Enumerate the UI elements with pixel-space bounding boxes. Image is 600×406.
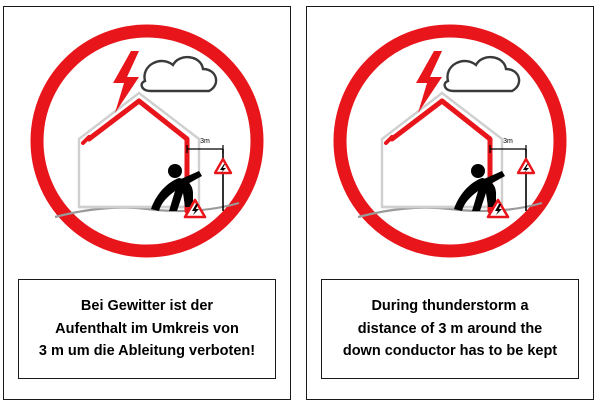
- caption-box-german: [18, 279, 276, 379]
- sign-panel-german: [3, 6, 291, 400]
- caption-line-1: Bei Gewitter ist der: [80, 298, 214, 315]
- pictogram-german: [27, 21, 267, 261]
- pictogram-english: [330, 21, 570, 261]
- distance-label-3m: 3m: [503, 138, 513, 145]
- caption-box-english: [321, 279, 579, 379]
- distance-label-3m: 3m: [200, 138, 210, 145]
- caption-line-1: During thunderstorm a: [371, 298, 529, 315]
- caption-line-2: Aufenthalt im Umkreis von: [55, 320, 239, 337]
- sign-panel-english: [306, 6, 594, 400]
- caption-line-3: down conductor has to be kept: [342, 343, 558, 360]
- caption-line-3: 3 m um die Ableitung verboten!: [38, 343, 256, 360]
- caption-line-2: distance of 3 m around the: [357, 320, 543, 337]
